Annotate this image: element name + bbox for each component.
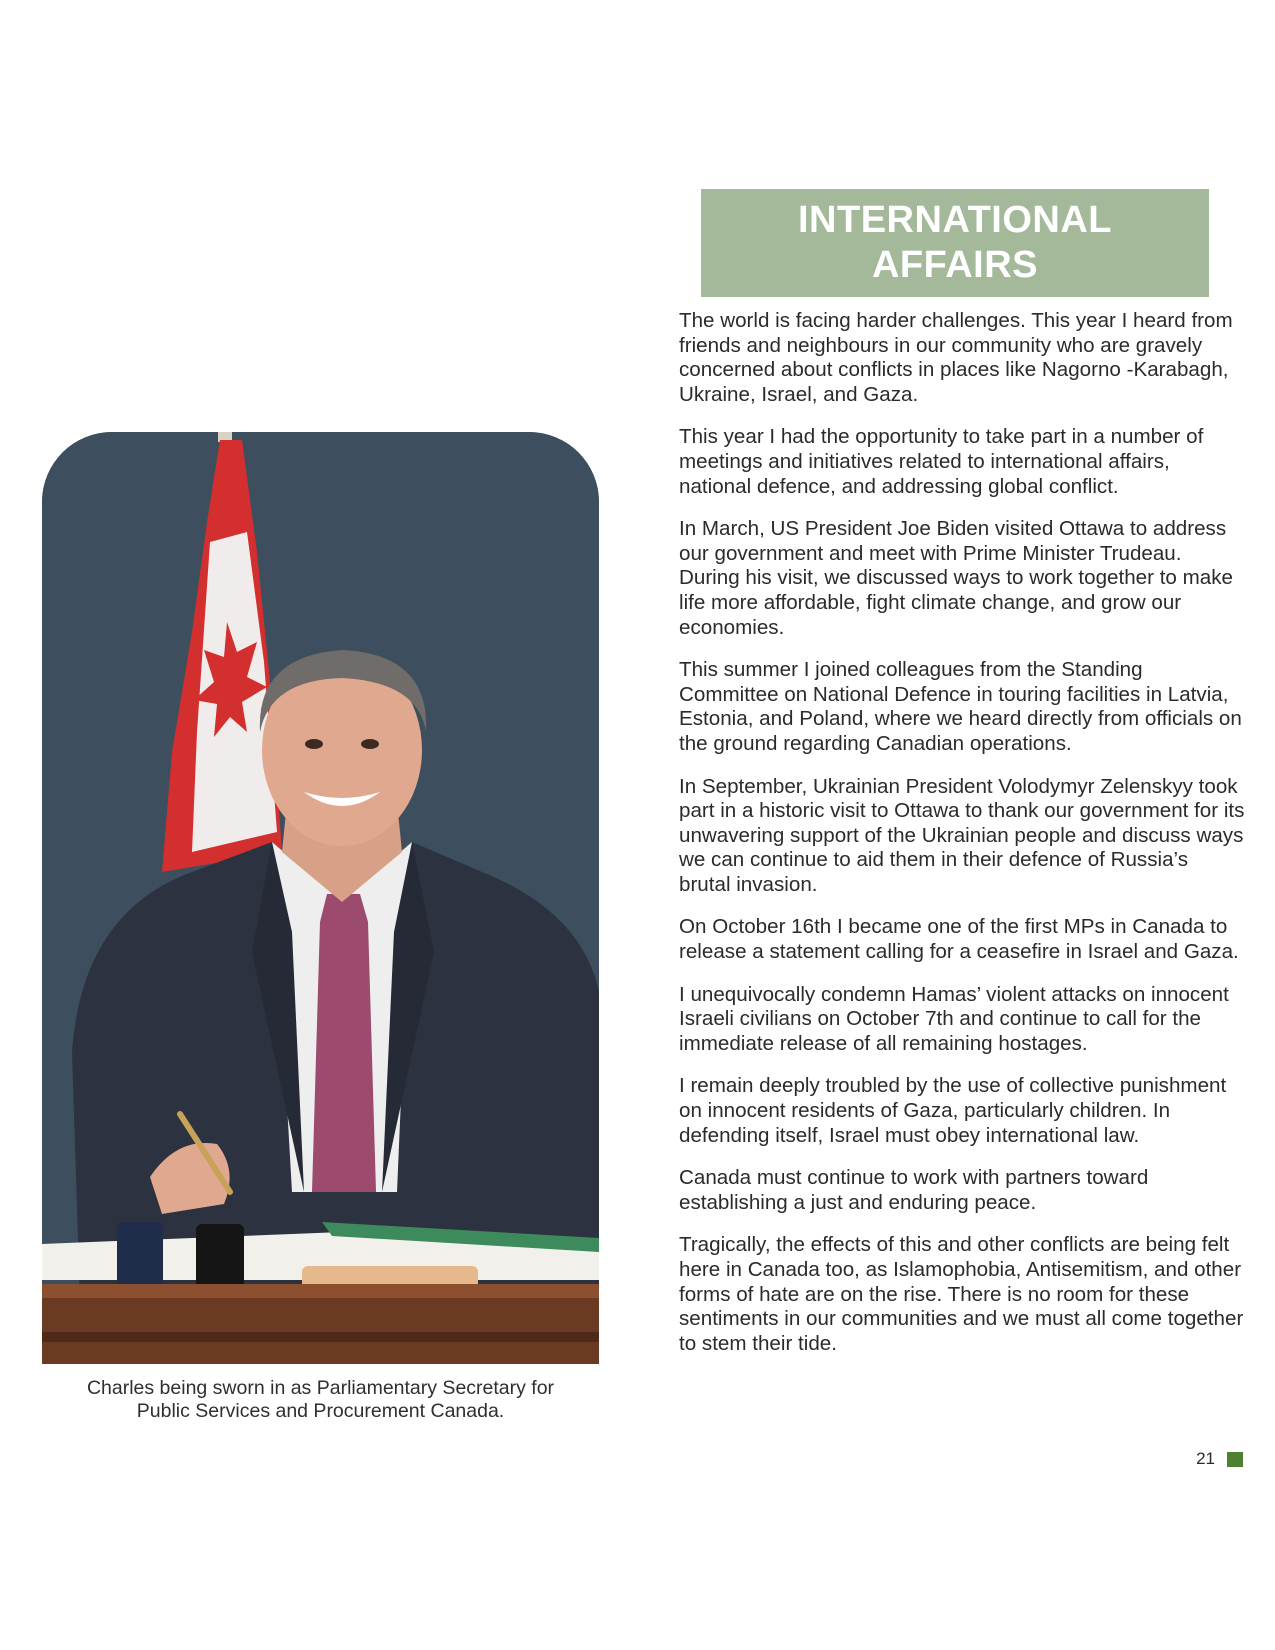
section-title-line-1: INTERNATIONAL xyxy=(798,199,1112,241)
portrait-illustration xyxy=(42,432,599,1364)
tie xyxy=(312,894,376,1192)
ink-bottle-blue xyxy=(117,1222,163,1288)
paragraph: The world is facing harder challenges. This year I heard from friends and neighbours in our community who are gravely concerned about conflicts in places like Nagorno -Karabagh, Ukraine, Israel, and Gaza. xyxy=(679,309,1233,406)
paragraph: On October 16th I became one of the first MPs in Canada to release a statement calling for a ceasefire in Israel and Gaza. xyxy=(679,915,1239,964)
caption-line-2: Public Services and Procurement Canada. xyxy=(136,1400,505,1422)
portrait-photo xyxy=(42,432,599,1364)
section-title xyxy=(798,198,1112,288)
paragraph: Canada must continue to work with partners toward establishing a just and enduring peace. xyxy=(679,1166,1149,1214)
paragraph: This year I had the opportunity to take part in a number of meetings and initiatives related to international affairs, national defence, and addressing global conflict. xyxy=(679,425,1204,498)
photo-caption xyxy=(42,1377,599,1423)
paragraph: Tragically, the effects of this and other conflicts are being felt here in Canada too, as Islamophobia, Antisemitism, and other forms of hate are on the rise. There is no room for these sentiments in our communities and we must all come together to stem their tide. xyxy=(679,1233,1244,1355)
green-square-icon xyxy=(1227,1452,1243,1467)
paragraph: In September, Ukrainian President Volodymyr Zelenskyy took part in a historic visit to Ottawa to thank our government for its unwavering support of the Ukrainian people and discuss ways we can continue to aid them in their defence of Russia’s brutal invasion. xyxy=(679,774,1245,896)
page-footer xyxy=(1196,1449,1243,1469)
caption-line-1: Charles being sworn in as Parliamentary Secretary for xyxy=(86,1377,555,1399)
page-number: 21 xyxy=(1196,1449,1215,1468)
section-title-box xyxy=(701,189,1209,297)
paragraph: I remain deeply troubled by the use of collective punishment on innocent residents of Gaza, particularly children. In defending itself, Israel must obey international law. xyxy=(679,1074,1227,1147)
paragraph: This summer I joined colleagues from the Standing Committee on National Defence in touring facilities in Latvia, Estonia, and Poland, where we heard directly from officials on the ground regarding Canadian operations. xyxy=(679,658,1242,755)
paragraph: In March, US President Joe Biden visited Ottawa to address our government and meet with Prime Minister Trudeau. During his visit, we discussed ways to work together to make life more affordable, fight climate change, and grow our economies. xyxy=(679,517,1233,639)
article-body xyxy=(679,309,1245,1374)
ink-bottle-black xyxy=(196,1224,244,1294)
paragraph: I unequivocally condemn Hamas’ violent attacks on innocent Israeli civilians on October 7th and continue to call for the immediate release of all remaining hostages. xyxy=(679,982,1229,1055)
section-title-line-2: AFFAIRS xyxy=(871,244,1039,286)
